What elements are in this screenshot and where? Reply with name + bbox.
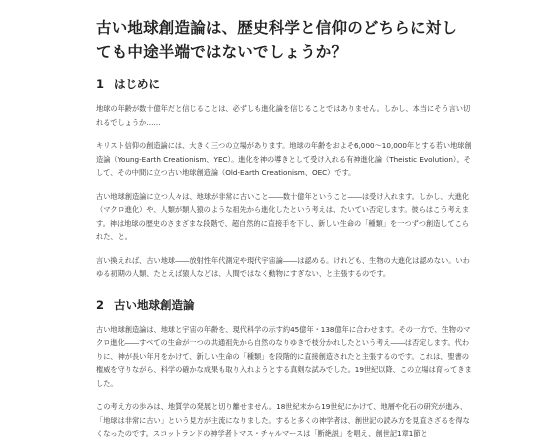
section-title: 古い地球創造論 [114,297,195,312]
paragraph: この考え方の歩みは、地質学の発展と切り離せません。18世紀末から19世紀にかけて、地層や化石の研究が進み、「地球は非常に古い」という見方が主流になりました。すると多くの神学者は、創世記の読み方を見直さざるを得なくなったのです。スコットランドの神学者トマス・チャルマースは「断絶説」を唱え、創世記1章1節と [96,402,470,438]
page-title: 古い地球創造論は、歴史科学と信仰のどちらに対しても中途半端ではないでしょうか？ [96,19,458,61]
section-introduction [96,76,472,281]
paragraph: 古い地球創造論に立つ人々は、地球が非常に古いこと――数十億年ということ――は受け入れます。しかし、大進化（マクロ進化）や、人類が類人猿のような祖先から進化したという考えは、たいてい否定します。彼らはこう考えます。神は地球の歴史のさまざまな段階で、超自然的に直接手を下し、新しい生命の「種類」を一つずつ創造してこられた、と。 [96,191,470,241]
paragraph: 地球の年齢が数十億年だと信じることは、必ずしも進化論を信じることではありません。しかし、本当にそう言い切れるでしょうか…… [96,104,471,127]
section-old-earth-creationism [96,297,472,441]
paragraph: 古い地球創造論は、地球と宇宙の年齢を、現代科学の示す約45億年・138億年に合わせます。その一方で、生物のマクロ進化――すべての生命が一つの共通祖先から自然のなりゆきで枝分かれしたという考え――は否定します。代わりに、神が長い年月をかけて、新しい生命の「種類」を段階的に直接創造されたと主張するのです。これは、聖書の権威を守りながら、科学の確かな成果も取り入れようとする真剣な試みでした。19世紀以降、この立場は育ってきました。 [96,324,472,388]
section-heading [96,76,472,92]
section-number: 1 [96,77,105,91]
section-heading [96,297,472,313]
paragraph: 言い換えれば、古い地球――放射性年代測定や現代宇宙論――は認める。けれども、生物の大進化は認めない。いわゆる初期の人類、たとえば猿人などは、人間ではなく動物にすぎない、と主張するのです。 [96,255,470,278]
paragraph: キリスト信仰の創造論には、大きく三つの立場があります。地球の年齢をおよそ6,000～10,000年とする若い地球創造論（Young-Earth Creationism、YEC）。進化を神の導きとして受け入れる有神進化論（Theistic Evolution）。そして、その中間に立つ古い地球創造論（Old-Earth Creationism、OEC）です。 [96,141,472,177]
section-title: はじめに [114,77,160,91]
section-number: 2 [96,297,105,312]
